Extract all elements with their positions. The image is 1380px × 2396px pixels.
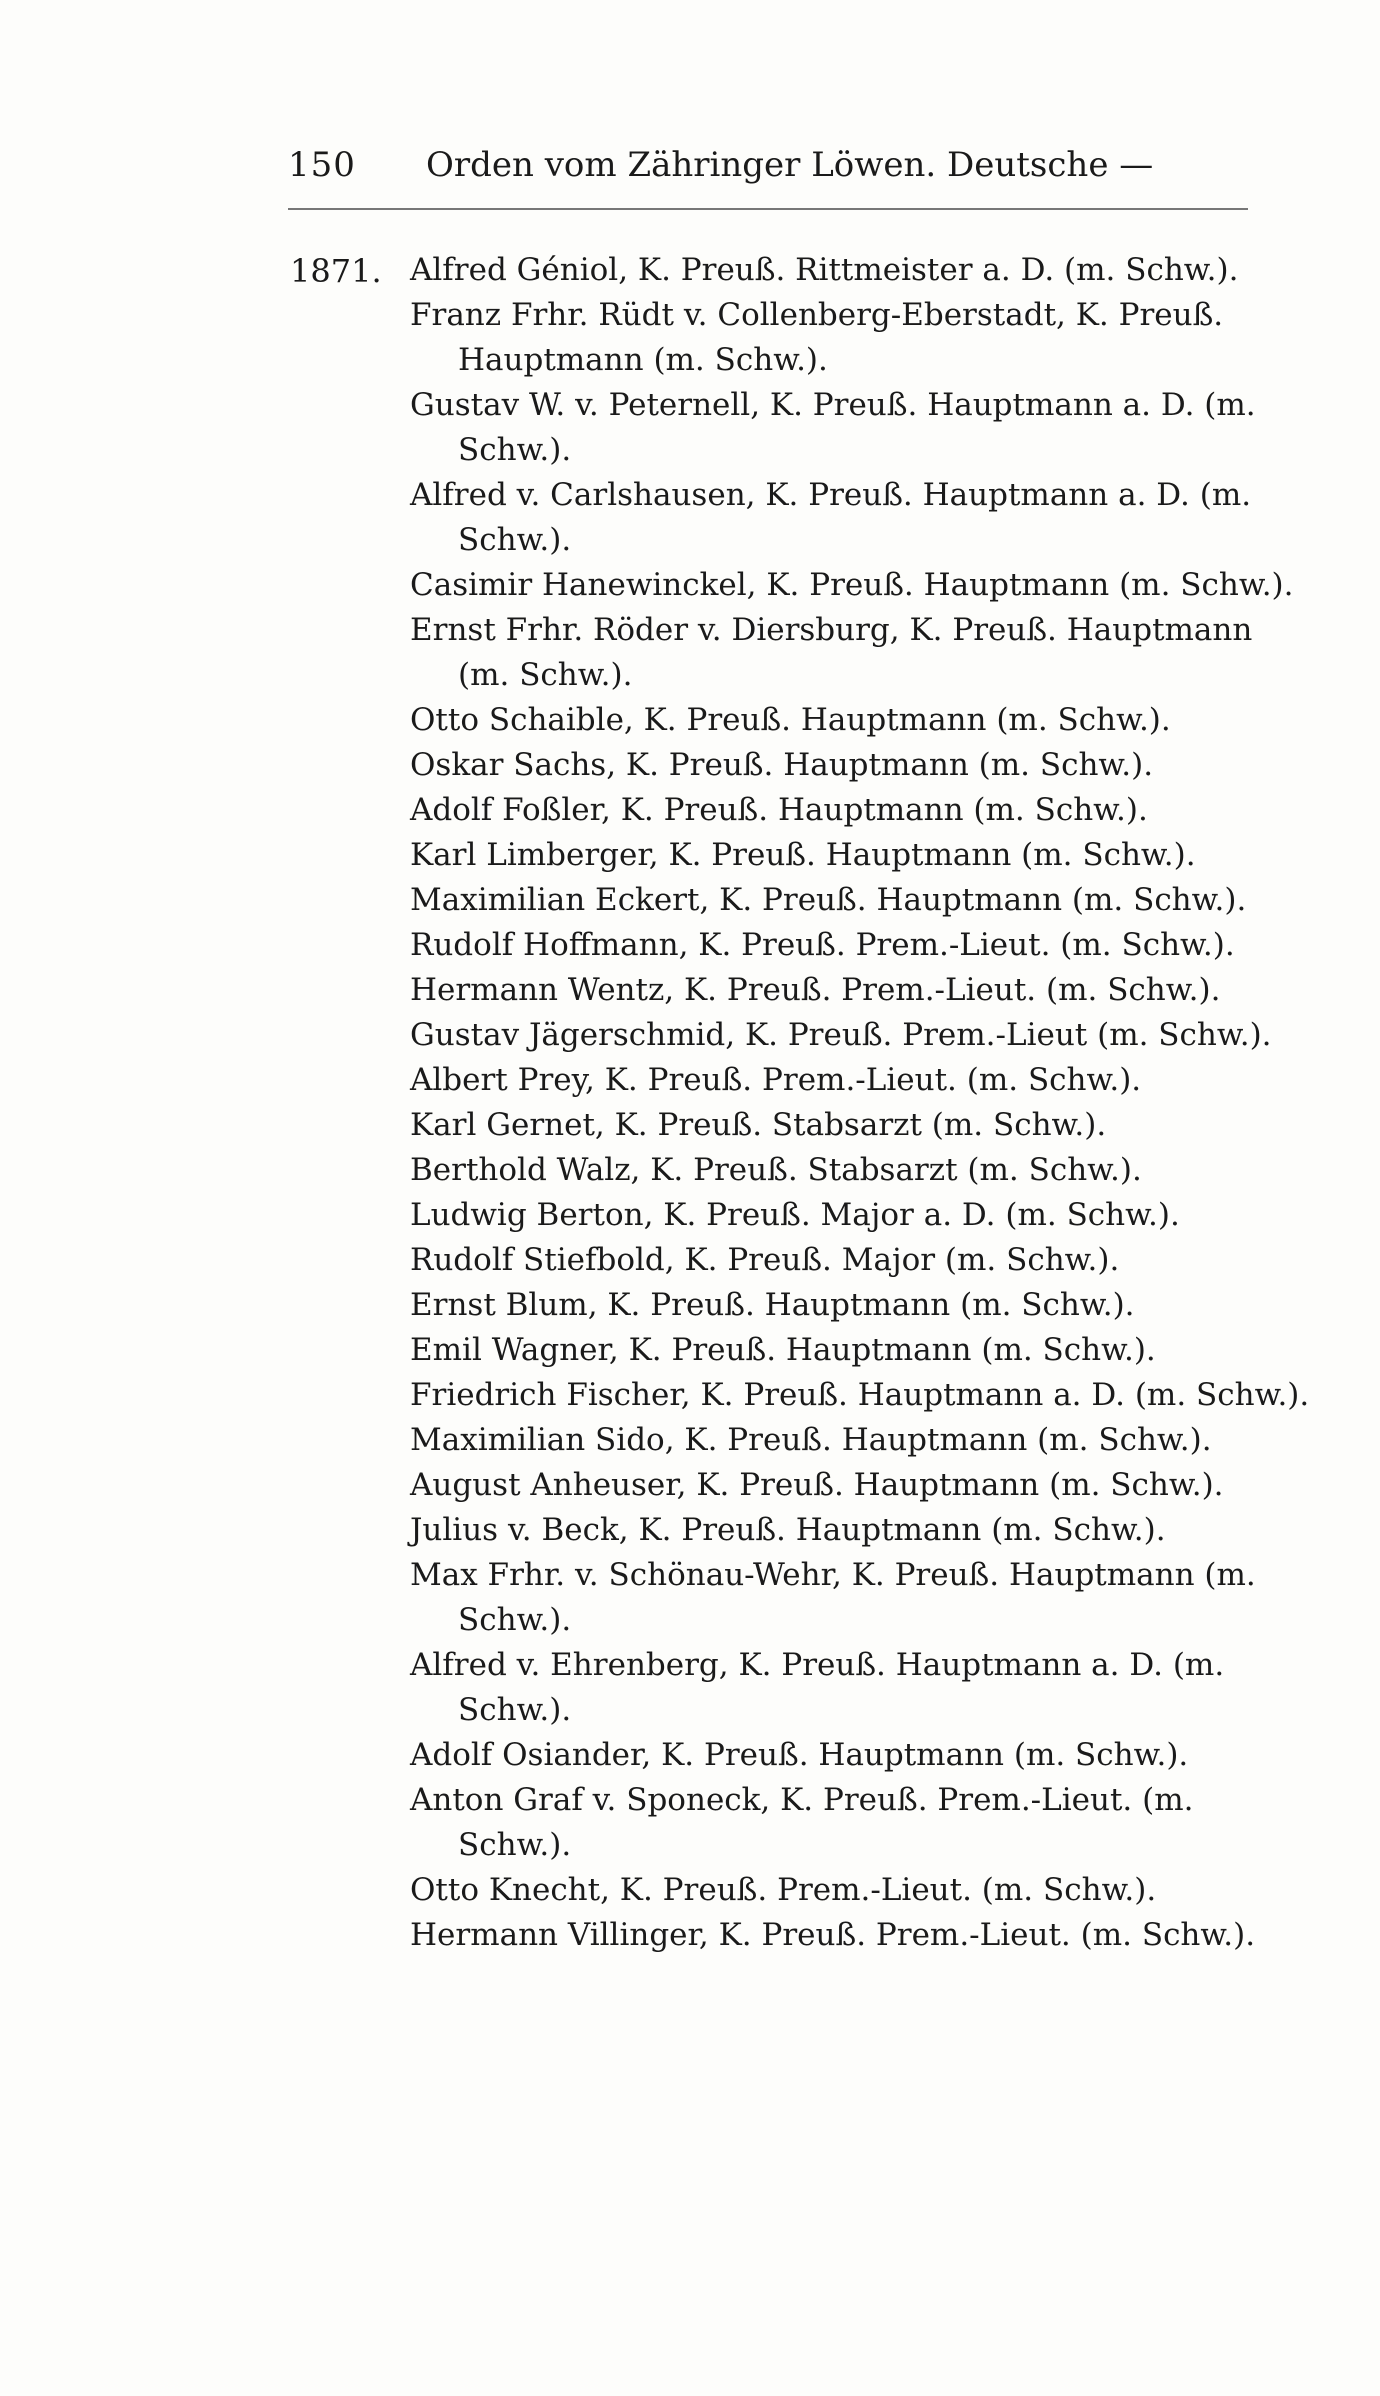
list-item: Adolf Foßler, K. Preuß. Hauptmann (m. Schw.).	[410, 792, 1148, 828]
list-item: Alfred Géniol, K. Preuß. Rittmeister a. D. (m. Schw.).	[410, 252, 1239, 288]
list-item: Otto Schaible, K. Preuß. Hauptmann (m. Schw.).	[410, 702, 1171, 738]
list-item: Anton Graf v. Sponeck, K. Preuß. Prem.-Lieut. (m. Schw.).	[410, 1782, 1194, 1863]
list-item: Ludwig Berton, K. Preuß. Major a. D. (m. Schw.).	[410, 1197, 1180, 1233]
recipient-list	[410, 248, 1310, 1958]
list-item: Ernst Blum, K. Preuß. Hauptmann (m. Schw.).	[410, 1287, 1135, 1323]
list-item: Ernst Frhr. Röder v. Diersburg, K. Preuß. Hauptmann (m. Schw.).	[410, 612, 1253, 693]
list-item: Franz Frhr. Rüdt v. Collenberg-Eberstadt, K. Preuß. Hauptmann (m. Schw.).	[410, 297, 1224, 378]
list-item: Emil Wagner, K. Preuß. Hauptmann (m. Schw.).	[410, 1332, 1156, 1368]
page-header	[288, 135, 1154, 195]
list-item: Julius v. Beck, K. Preuß. Hauptmann (m. Schw.).	[410, 1512, 1166, 1548]
year-label: 1871.	[290, 252, 382, 290]
list-item: Hermann Villinger, K. Preuß. Prem.-Lieut. (m. Schw.).	[410, 1917, 1256, 1953]
list-item: Adolf Osiander, K. Preuß. Hauptmann (m. Schw.).	[410, 1737, 1189, 1773]
list-item: Maximilian Eckert, K. Preuß. Hauptmann (m. Schw.).	[410, 882, 1247, 918]
list-item: Otto Knecht, K. Preuß. Prem.-Lieut. (m. Schw.).	[410, 1872, 1157, 1908]
list-item: Alfred v. Ehrenberg, K. Preuß. Hauptmann a. D. (m. Schw.).	[410, 1647, 1225, 1728]
list-item: Gustav W. v. Peternell, K. Preuß. Hauptmann a. D. (m. Schw.).	[410, 387, 1256, 468]
list-item: Alfred v. Carlshausen, K. Preuß. Hauptmann a. D. (m. Schw.).	[410, 477, 1252, 558]
list-item: Max Frhr. v. Schönau-Wehr, K. Preuß. Hauptmann (m. Schw.).	[410, 1557, 1256, 1638]
list-item: Maximilian Sido, K. Preuß. Hauptmann (m. Schw.).	[410, 1422, 1212, 1458]
list-item: Karl Gernet, K. Preuß. Stabsarzt (m. Schw.).	[410, 1107, 1107, 1143]
running-title: Orden vom Zähringer Löwen. Deutsche —	[426, 145, 1154, 185]
list-item: Rudolf Hoffmann, K. Preuß. Prem.-Lieut. (m. Schw.).	[410, 927, 1235, 963]
header-divider	[288, 208, 1248, 210]
list-item: August Anheuser, K. Preuß. Hauptmann (m. Schw.).	[410, 1467, 1224, 1503]
page-number: 150	[288, 145, 356, 185]
list-item: Berthold Walz, K. Preuß. Stabsarzt (m. Schw.).	[410, 1152, 1142, 1188]
list-item: Friedrich Fischer, K. Preuß. Hauptmann a. D. (m. Schw.).	[410, 1377, 1310, 1413]
list-item: Rudolf Stiefbold, K. Preuß. Major (m. Schw.).	[410, 1242, 1120, 1278]
list-item: Karl Limberger, K. Preuß. Hauptmann (m. Schw.).	[410, 837, 1196, 873]
list-item: Hermann Wentz, K. Preuß. Prem.-Lieut. (m. Schw.).	[410, 972, 1221, 1008]
list-item: Casimir Hanewinckel, K. Preuß. Hauptmann (m. Schw.).	[410, 567, 1294, 603]
list-item: Albert Prey, K. Preuß. Prem.-Lieut. (m. Schw.).	[410, 1062, 1142, 1098]
list-item: Oskar Sachs, K. Preuß. Hauptmann (m. Schw.).	[410, 747, 1154, 783]
list-item: Gustav Jägerschmid, K. Preuß. Prem.-Lieut (m. Schw.).	[410, 1017, 1272, 1053]
